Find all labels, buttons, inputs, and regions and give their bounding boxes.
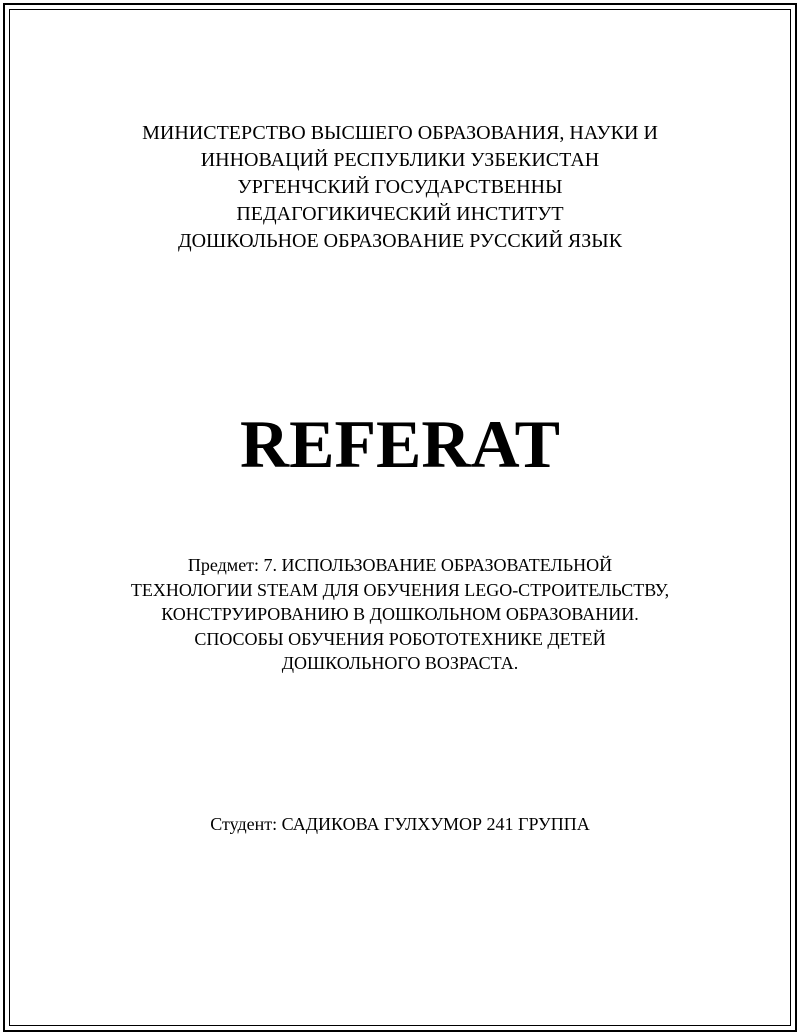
header-line-university: УРГЕНЧСКИЙ ГОСУДАРСТВЕННЫ	[237, 176, 563, 198]
student-line: Студент: САДИКОВА ГУЛХУМОР 241 ГРУППА	[210, 814, 590, 834]
header-line-institute: ПЕДАГОГИКИЧЕСКИЙ ИНСТИТУТ	[236, 203, 564, 225]
header-line-ministry: МИНИСТЕРСТВО ВЫСШЕГО ОБРАЗОВАНИЯ, НАУКИ И	[142, 122, 658, 144]
subject-line: Предмет: 7. ИСПОЛЬЗОВАНИЕ ОБРАЗОВАТЕЛЬНОЙ	[187, 555, 613, 575]
subject-line: ДОШКОЛЬНОГО ВОЗРАСТА.	[281, 653, 519, 673]
document-title: REFERAT	[240, 406, 560, 482]
subject-block	[0, 553, 800, 676]
header-line-department: ДОШКОЛЬНОЕ ОБРАЗОВАНИЕ РУССКИЙ ЯЗЫК	[177, 230, 623, 252]
subject-line: ТЕХНОЛОГИИ STEAM ДЛЯ ОБУЧЕНИЯ LEGO-СТРОИТЕЛЬСТВУ,	[130, 579, 670, 600]
header-line-republic: ИННОВАЦИЙ РЕСПУБЛИКИ УЗБЕКИСТАН	[200, 149, 600, 171]
subject-line: СПОСОБЫ ОБУЧЕНИЯ РОБОТОТЕХНИКЕ ДЕТЕЙ	[194, 628, 606, 649]
subject-line: КОНСТРУИРОВАНИЮ В ДОШКОЛЬНОМ ОБРАЗОВАНИИ.	[161, 604, 639, 624]
institution-header	[0, 120, 800, 255]
